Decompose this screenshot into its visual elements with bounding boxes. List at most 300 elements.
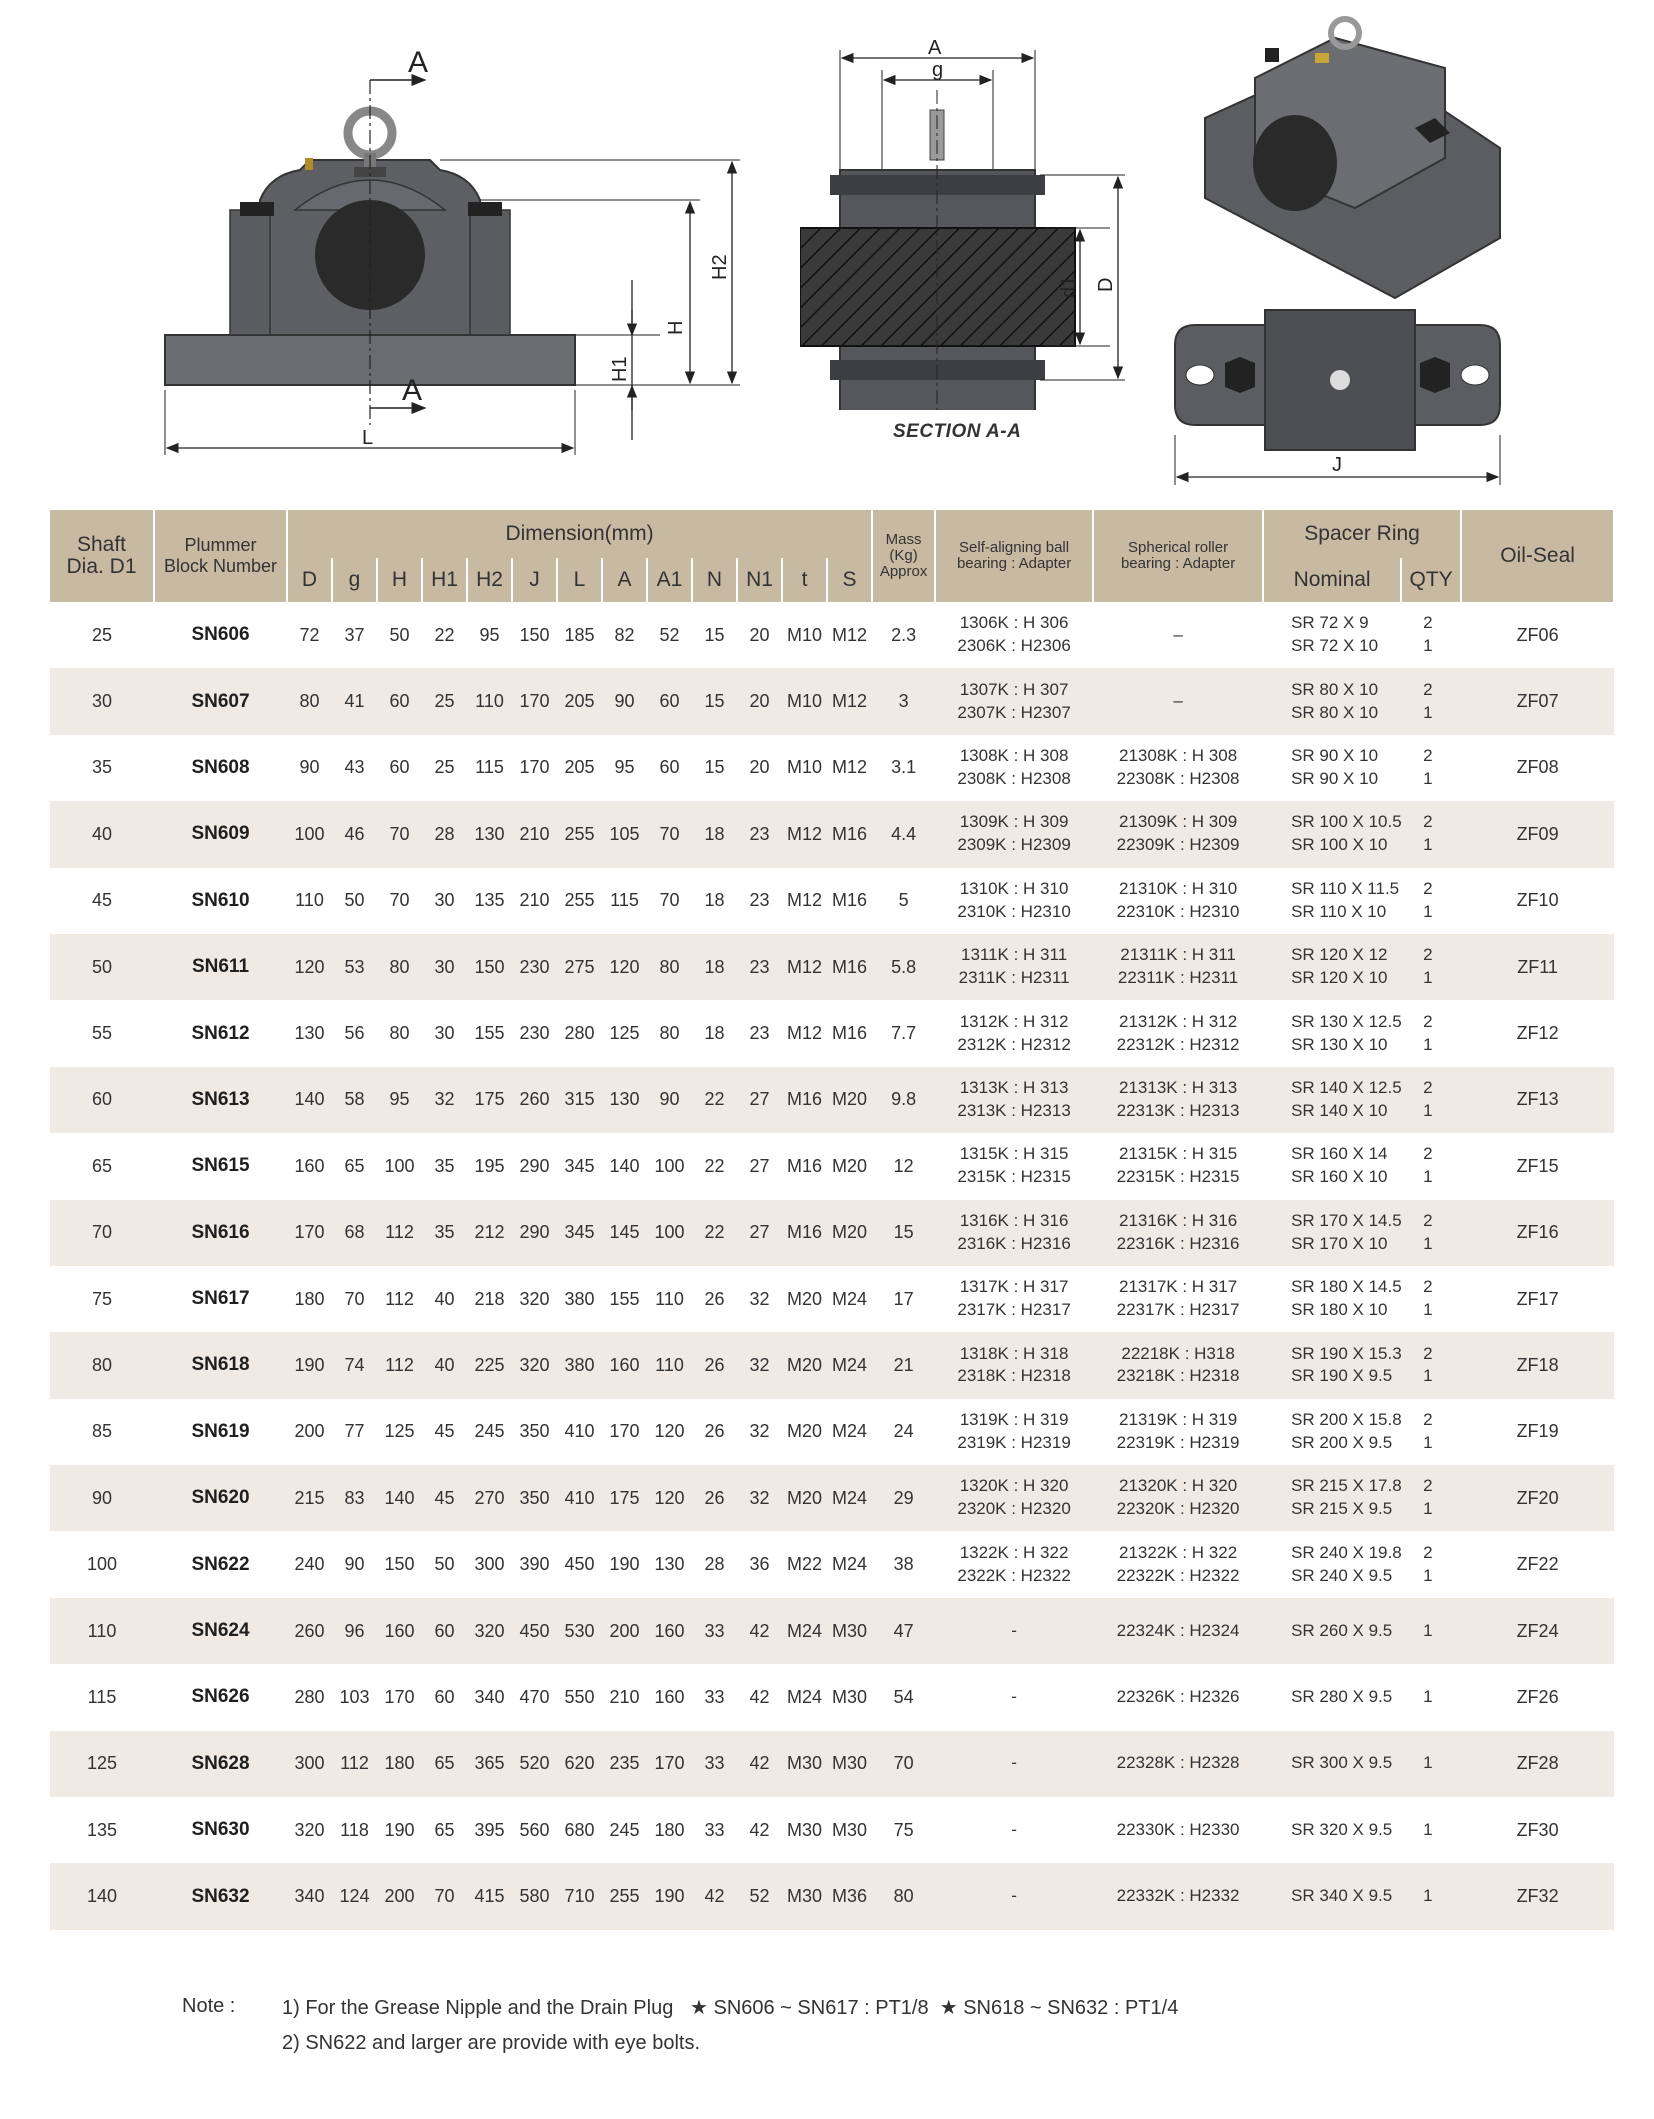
- cell-spacer-qty: [1401, 1598, 1461, 1664]
- cell-dim: 255: [609, 1886, 640, 1907]
- cell-dim: 41: [344, 691, 365, 712]
- cell-spacer-nominal-line: SR 90 X 10: [1291, 746, 1379, 766]
- cell-spacer-qty-line: 2: [1423, 1210, 1433, 1230]
- cell-dim: 82: [614, 624, 635, 645]
- cell-oil-seal: ZF11: [1517, 956, 1558, 977]
- table-body: [50, 602, 1614, 1930]
- cell-dim: M30: [786, 1819, 822, 1840]
- cell-dim: 230: [519, 956, 550, 977]
- cell-dim: 58: [344, 1089, 365, 1110]
- cell-spacer-nominal-line: SR 100 X 10: [1291, 835, 1388, 855]
- cell-spherical-bearing-line: 21309K : H 309: [1119, 812, 1238, 832]
- cell-mass: 3: [898, 691, 909, 712]
- cell-model: SN617: [191, 1288, 250, 1310]
- cell-dim: 230: [519, 1023, 550, 1044]
- cell-dim: 550: [564, 1686, 595, 1707]
- cell-mass: 5.8: [891, 956, 917, 977]
- cell-ball-bearing: [935, 1465, 1093, 1531]
- cell-spacer-qty: [1401, 668, 1461, 734]
- cell-spacer-nominal: [1263, 1598, 1401, 1664]
- table-row: [50, 1200, 1614, 1266]
- cell-shaft: 60: [91, 1089, 113, 1110]
- cell-dim: 290: [519, 1222, 550, 1243]
- cell-ball-bearing-line: -: [1011, 1620, 1017, 1640]
- cell-spherical-bearing-line: 22328K : H2328: [1116, 1753, 1240, 1773]
- cell-model: SN628: [191, 1752, 250, 1774]
- cell-dim: 710: [564, 1886, 595, 1907]
- cell-dim: 40: [434, 1288, 455, 1309]
- cell-shaft: 55: [91, 1023, 113, 1044]
- cell-dim: 218: [474, 1288, 505, 1309]
- cell-dim: 32: [749, 1354, 770, 1375]
- cell-spacer-nominal: [1263, 1664, 1401, 1730]
- cell-dim: M20: [832, 1155, 868, 1176]
- cell-dim: 170: [609, 1421, 640, 1442]
- cell-dim: 56: [344, 1023, 365, 1044]
- cell-spherical-bearing: [1093, 1731, 1263, 1797]
- cell-dim: 25: [434, 757, 455, 778]
- cell-spacer-qty-line: 1: [1423, 1886, 1433, 1906]
- cell-dim: 190: [294, 1354, 325, 1375]
- cell-dim: 150: [384, 1554, 415, 1575]
- cell-spacer-qty-line: 2: [1423, 878, 1433, 898]
- cell-dim: M16: [832, 956, 868, 977]
- section-caption: SECTION A-A: [893, 421, 1022, 442]
- cell-ball-bearing: [935, 1133, 1093, 1199]
- cell-ball-bearing-line: 2316K : H2316: [957, 1233, 1071, 1253]
- technical-drawings: [0, 0, 1654, 505]
- cell-spacer-nominal: [1263, 1200, 1401, 1266]
- cell-dim: 280: [564, 1023, 595, 1044]
- section-dim-d1-label: d1: [1058, 275, 1080, 298]
- header-mass-text: Mass (Kg) Approx: [879, 531, 928, 580]
- cell-mass: 70: [893, 1753, 914, 1774]
- table-row: [50, 668, 1614, 734]
- top-view-drawing: [1170, 305, 1510, 495]
- cell-ball-bearing-line: 2309K : H2309: [957, 835, 1071, 855]
- cell-oil-seal: ZF24: [1516, 1620, 1559, 1641]
- cell-dim: 215: [294, 1487, 325, 1508]
- cell-mass: 15: [893, 1222, 914, 1243]
- header-dim-a: A: [602, 558, 647, 602]
- cell-dim: 185: [564, 624, 595, 645]
- cell-spacer-nominal-line: SR 215 X 17.8: [1291, 1476, 1402, 1496]
- cell-ball-bearing: [935, 1664, 1093, 1730]
- cell-spherical-bearing-line: 21316K : H 316: [1119, 1210, 1238, 1230]
- cell-spherical-bearing: [1093, 1000, 1263, 1066]
- cell-spherical-bearing: [1093, 868, 1263, 934]
- cell-dim: 110: [475, 691, 504, 712]
- cell-ball-bearing-line: 1319K : H 319: [959, 1409, 1069, 1429]
- cell-dim: 52: [749, 1886, 770, 1907]
- cell-dim: M24: [832, 1288, 868, 1309]
- cell-mass: 54: [893, 1686, 914, 1707]
- cell-dim: 315: [564, 1089, 595, 1110]
- cell-dim: M16: [786, 1155, 822, 1176]
- cell-spacer-nominal-line: SR 200 X 15.8: [1291, 1409, 1402, 1429]
- cell-dim: 170: [519, 691, 550, 712]
- cell-dim: 45: [434, 1421, 455, 1442]
- cell-spherical-bearing-line: 22218K : H318: [1121, 1343, 1235, 1363]
- cell-dim: 380: [564, 1354, 595, 1375]
- header-dim-h: H: [377, 558, 422, 602]
- cell-spacer-qty: [1401, 602, 1461, 668]
- cell-spherical-bearing-line: 22316K : H2316: [1116, 1233, 1240, 1253]
- cell-dim: 50: [434, 1554, 455, 1575]
- cell-mass: 4.4: [891, 823, 917, 844]
- cell-spacer-nominal-line: SR 240 X 9.5: [1291, 1565, 1393, 1585]
- cell-dim: M12: [786, 890, 822, 911]
- cell-spacer-nominal-line: SR 130 X 12.5: [1291, 1011, 1402, 1031]
- cell-ball-bearing-line: 2319K : H2319: [957, 1432, 1071, 1452]
- cell-oil-seal: ZF17: [1516, 1288, 1559, 1309]
- cell-spacer-nominal: [1263, 1465, 1401, 1531]
- cell-dim: M30: [786, 1886, 822, 1907]
- cell-dim: 18: [704, 823, 725, 844]
- cell-spacer-nominal-line: SR 80 X 10: [1291, 702, 1379, 722]
- cell-model: SN607: [191, 690, 250, 712]
- cell-dim: 320: [474, 1620, 505, 1641]
- header-dim-n1: N1: [737, 558, 782, 602]
- cell-dim: 115: [475, 757, 504, 778]
- cell-dim: 170: [384, 1686, 415, 1707]
- cell-dim: 30: [434, 956, 455, 977]
- header-spherical-bearing: [1093, 510, 1263, 602]
- cell-oil-seal: ZF12: [1516, 1023, 1559, 1044]
- cell-ball-bearing-line: 2313K : H2313: [957, 1100, 1071, 1120]
- cell-spherical-bearing-line: 21313K : H 313: [1119, 1077, 1238, 1097]
- cell-dim: M30: [832, 1753, 868, 1774]
- cell-dim: M10: [786, 691, 822, 712]
- cell-dim: 255: [564, 890, 595, 911]
- cell-dim: 145: [609, 1222, 640, 1243]
- cell-dim: 300: [294, 1753, 325, 1774]
- cell-dim: 32: [434, 1089, 455, 1110]
- cell-ball-bearing-line: 1307K : H 307: [959, 679, 1069, 699]
- cell-dim: 60: [659, 757, 680, 778]
- cell-oil-seal: ZF30: [1516, 1819, 1559, 1840]
- cell-dim: 65: [344, 1155, 365, 1176]
- header-shaft: [50, 510, 154, 602]
- cell-spacer-nominal-line: SR 90 X 10: [1291, 768, 1379, 788]
- dim-h-label: H: [665, 320, 687, 335]
- cell-model: SN618: [191, 1354, 250, 1376]
- cell-dim: 80: [659, 1023, 680, 1044]
- cell-dim: 42: [749, 1819, 770, 1840]
- cell-ball-bearing: [935, 1399, 1093, 1465]
- cell-shaft: 135: [86, 1819, 118, 1840]
- cell-spacer-nominal: [1263, 1133, 1401, 1199]
- cell-spherical-bearing: [1093, 1399, 1263, 1465]
- cell-shaft: 100: [86, 1554, 118, 1575]
- cell-ball-bearing-line: 2306K : H2306: [957, 636, 1071, 656]
- cell-spherical-bearing-line: 22322K : H2322: [1116, 1565, 1240, 1585]
- cell-ball-bearing-line: 1309K : H 309: [959, 812, 1069, 832]
- cell-dim: 22: [434, 624, 455, 645]
- cell-dim: 100: [654, 1155, 685, 1176]
- cell-dim: 28: [434, 823, 455, 844]
- cell-ball-bearing-line: -: [1011, 1753, 1017, 1773]
- cell-dim: 100: [654, 1222, 685, 1243]
- cell-dim: M16: [832, 823, 868, 844]
- cell-spacer-qty-line: 1: [1423, 1499, 1433, 1519]
- cell-mass: 3.1: [891, 757, 917, 778]
- cell-spacer-qty-line: 1: [1423, 1565, 1433, 1585]
- cell-dim: 130: [294, 1023, 325, 1044]
- cell-spacer-qty: [1401, 1332, 1461, 1398]
- cell-model: SN626: [191, 1686, 250, 1708]
- cell-mass: 5: [898, 890, 909, 911]
- cell-spacer-nominal-line: SR 80 X 10: [1291, 679, 1379, 699]
- cell-spacer-nominal-line: SR 170 X 14.5: [1291, 1210, 1402, 1230]
- cell-spherical-bearing-line: 22320K : H2320: [1116, 1499, 1240, 1519]
- cell-dim: 450: [564, 1554, 595, 1575]
- table-row: [50, 1531, 1614, 1597]
- cell-dim: 345: [564, 1155, 595, 1176]
- cell-dim: 46: [344, 823, 365, 844]
- header-dim-d: D: [287, 558, 332, 602]
- cell-dim: 300: [474, 1554, 505, 1575]
- cell-dim: 60: [659, 691, 680, 712]
- cell-spacer-qty-line: 2: [1423, 746, 1433, 766]
- table-row: [50, 934, 1614, 1000]
- cell-dim: 70: [434, 1886, 455, 1907]
- cell-spacer-nominal-line: SR 110 X 11.5: [1291, 878, 1400, 898]
- front-view-drawing: [150, 30, 770, 470]
- cell-dim: M24: [832, 1554, 868, 1575]
- note-line-1: 1) For the Grease Nipple and the Drain Plug ★ SN606 ~ SN617 : PT1/8 ★ SN618 ~ SN632 : PT1/4: [282, 1997, 1179, 2019]
- cell-ball-bearing: [935, 1200, 1093, 1266]
- cell-dim: 170: [654, 1753, 685, 1774]
- cell-dim: 20: [749, 624, 770, 645]
- cell-dim: 130: [654, 1554, 685, 1575]
- cell-model: SN622: [191, 1553, 250, 1575]
- cell-ball-bearing: [935, 1266, 1093, 1332]
- cell-spherical-bearing-line: 22324K : H2324: [1116, 1620, 1240, 1640]
- cell-dim: 180: [384, 1753, 415, 1774]
- cell-spacer-nominal-line: SR 170 X 10: [1291, 1233, 1388, 1253]
- dim-l-label: L: [362, 427, 374, 449]
- cell-spherical-bearing-line: 22312K : H2312: [1116, 1034, 1240, 1054]
- cell-dim: 560: [519, 1819, 550, 1840]
- cell-dim: 26: [704, 1288, 725, 1309]
- cell-shaft: 25: [91, 624, 113, 645]
- table-row: [50, 1399, 1614, 1465]
- cell-dim: 20: [749, 757, 770, 778]
- cell-model: SN632: [191, 1885, 250, 1907]
- cell-dim: 23: [749, 956, 770, 977]
- cell-spacer-qty: [1401, 1000, 1461, 1066]
- cell-dim: M36: [832, 1886, 868, 1907]
- cell-spacer-qty-line: 2: [1423, 1077, 1433, 1097]
- cell-mass: 7.7: [891, 1023, 917, 1044]
- cell-dim: 23: [749, 890, 770, 911]
- cell-dim: 160: [384, 1620, 415, 1641]
- cell-spherical-bearing: [1093, 1863, 1263, 1929]
- cell-ball-bearing-line: 1316K : H 316: [959, 1210, 1069, 1230]
- cell-spacer-qty: [1401, 1266, 1461, 1332]
- cell-oil-seal: ZF09: [1516, 823, 1559, 844]
- cell-ball-bearing-line: -: [1011, 1819, 1017, 1839]
- cell-dim: 70: [659, 890, 680, 911]
- cell-spherical-bearing-line: 22309K : H2309: [1116, 835, 1240, 855]
- table-row: [50, 1664, 1614, 1730]
- cell-dim: 65: [434, 1819, 455, 1840]
- cell-spacer-qty-line: 2: [1423, 945, 1433, 965]
- header-dim-t: t: [782, 558, 827, 602]
- cell-dim: 18: [704, 1023, 725, 1044]
- cell-ball-bearing-line: 2320K : H2320: [957, 1499, 1071, 1519]
- cell-dim: 620: [564, 1753, 595, 1774]
- cell-spacer-qty-line: 1: [1423, 1819, 1433, 1839]
- cell-dim: M16: [832, 890, 868, 911]
- cell-mass: 21: [893, 1354, 914, 1375]
- cell-shaft: 30: [91, 691, 113, 712]
- cell-spacer-qty-line: 2: [1423, 1409, 1433, 1429]
- cell-spacer-qty: [1401, 868, 1461, 934]
- cell-spherical-bearing-line: 21312K : H 312: [1119, 1011, 1238, 1031]
- cell-dim: M20: [786, 1487, 822, 1508]
- cell-model: SN612: [191, 1022, 250, 1044]
- cell-oil-seal: ZF20: [1516, 1487, 1559, 1508]
- cell-shaft: 85: [91, 1421, 113, 1442]
- cell-model: SN616: [191, 1221, 250, 1243]
- cell-oil-seal: ZF16: [1516, 1222, 1559, 1243]
- cell-oil-seal: ZF26: [1516, 1686, 1559, 1707]
- cell-spacer-nominal-line: SR 280 X 9.5: [1291, 1686, 1393, 1706]
- cell-ball-bearing-line: 1306K : H 306: [959, 613, 1069, 633]
- cell-oil-seal: ZF10: [1516, 890, 1559, 911]
- header-qty: QTY: [1401, 558, 1461, 602]
- cell-spacer-nominal-line: SR 320 X 9.5: [1291, 1819, 1393, 1839]
- specification-table: [50, 510, 1615, 1930]
- dim-h1-label: H1: [609, 356, 631, 382]
- cell-spacer-nominal: [1263, 1531, 1401, 1597]
- cell-dim: 520: [519, 1753, 550, 1774]
- cell-mass: 2.3: [891, 624, 917, 645]
- cell-dim: 190: [609, 1554, 640, 1575]
- cell-ball-bearing-line: 1318K : H 318: [959, 1343, 1069, 1363]
- cell-dim: 18: [704, 890, 725, 911]
- cell-dim: 175: [474, 1089, 505, 1110]
- cell-oil-seal: ZF28: [1516, 1753, 1559, 1774]
- cell-model: SN608: [191, 756, 250, 778]
- cell-dim: 350: [519, 1421, 550, 1442]
- cell-dim: M24: [832, 1354, 868, 1375]
- cell-mass: 9.8: [891, 1089, 917, 1110]
- cell-spherical-bearing-line: 22313K : H2313: [1116, 1100, 1240, 1120]
- header-dim-n: N: [692, 558, 737, 602]
- cell-dim: 235: [609, 1753, 640, 1774]
- cell-dim: 32: [749, 1421, 770, 1442]
- cell-dim: 95: [389, 1089, 410, 1110]
- table-row: [50, 1863, 1614, 1929]
- isometric-view-drawing: [1195, 8, 1515, 308]
- cell-spacer-nominal: [1263, 668, 1401, 734]
- cell-dim: 27: [749, 1222, 770, 1243]
- cell-dim: 200: [294, 1421, 325, 1442]
- cell-dim: 255: [564, 823, 595, 844]
- header-ball-bearing: [935, 510, 1093, 602]
- cell-spherical-bearing-line: 21319K : H 319: [1119, 1409, 1238, 1429]
- cell-spherical-bearing: [1093, 1200, 1263, 1266]
- cell-spacer-nominal-line: SR 340 X 9.5: [1291, 1886, 1393, 1906]
- cell-dim: 350: [519, 1487, 550, 1508]
- cell-spacer-qty-line: 2: [1423, 1542, 1433, 1562]
- cell-dim: M16: [786, 1222, 822, 1243]
- cell-spherical-bearing: [1093, 602, 1263, 668]
- cell-spacer-nominal: [1263, 1266, 1401, 1332]
- cell-model: SN630: [191, 1819, 250, 1841]
- cell-mass: 80: [893, 1886, 914, 1907]
- cell-dim: 80: [659, 956, 680, 977]
- cell-spherical-bearing-line: 22330K : H2330: [1116, 1819, 1240, 1839]
- cell-spacer-qty: [1401, 1399, 1461, 1465]
- cell-dim: 15: [704, 691, 725, 712]
- cell-dim: 70: [344, 1288, 365, 1309]
- cell-dim: 112: [385, 1288, 414, 1309]
- cell-model: SN619: [191, 1420, 250, 1442]
- cell-spacer-qty: [1401, 1731, 1461, 1797]
- cell-dim: 245: [609, 1819, 640, 1840]
- cell-ball-bearing: [935, 735, 1093, 801]
- cell-dim: 195: [474, 1155, 505, 1176]
- cell-dim: 95: [614, 757, 635, 778]
- cell-dim: 170: [294, 1222, 325, 1243]
- cell-model: SN606: [191, 624, 250, 646]
- cell-spacer-nominal: [1263, 1399, 1401, 1465]
- table-row: [50, 1067, 1614, 1133]
- cell-spherical-bearing-line: 22310K : H2310: [1116, 901, 1240, 921]
- cell-spacer-nominal-line: SR 140 X 12.5: [1291, 1077, 1402, 1097]
- cell-dim: 100: [384, 1155, 415, 1176]
- cell-dim: M12: [786, 823, 822, 844]
- cell-dim: 42: [749, 1620, 770, 1641]
- cell-ball-bearing-line: 1313K : H 313: [959, 1077, 1069, 1097]
- cell-dim: 155: [609, 1288, 640, 1309]
- cell-spacer-nominal-line: SR 100 X 10.5: [1291, 812, 1402, 832]
- cell-dim: 90: [659, 1089, 680, 1110]
- cell-dim: 95: [479, 624, 500, 645]
- cell-spherical-bearing-line: 21315K : H 315: [1119, 1144, 1238, 1164]
- cell-spherical-bearing-line: 21308K : H 308: [1119, 746, 1238, 766]
- notes: [182, 1995, 1178, 2055]
- cell-spacer-nominal: [1263, 1863, 1401, 1929]
- cell-ball-bearing-line: 2308K : H2308: [957, 768, 1071, 788]
- cell-dim: 120: [654, 1421, 685, 1442]
- cell-spacer-qty-line: 1: [1423, 1366, 1433, 1386]
- cell-shaft: 40: [91, 823, 113, 844]
- table-row: [50, 602, 1614, 668]
- cell-spherical-bearing: [1093, 1266, 1263, 1332]
- cell-dim: M16: [786, 1089, 822, 1110]
- cell-spacer-nominal-line: SR 110 X 10: [1291, 901, 1387, 921]
- cell-dim: M30: [832, 1819, 868, 1840]
- cell-shaft: 65: [91, 1155, 113, 1176]
- cell-spacer-nominal-line: SR 240 X 19.8: [1291, 1542, 1402, 1562]
- header-dim-l: L: [557, 558, 602, 602]
- cell-spacer-qty-line: 1: [1423, 835, 1433, 855]
- cell-spacer-qty-line: 1: [1423, 1432, 1433, 1452]
- cell-spacer-nominal: [1263, 1797, 1401, 1863]
- section-dim-d-label: D: [1095, 277, 1117, 292]
- cell-spherical-bearing: [1093, 1465, 1263, 1531]
- cell-dim: 225: [474, 1354, 505, 1375]
- cell-mass: 38: [893, 1554, 914, 1575]
- cell-spacer-nominal: [1263, 602, 1401, 668]
- cell-spacer-nominal-line: SR 300 X 9.5: [1291, 1753, 1393, 1773]
- header-mass: [872, 510, 935, 602]
